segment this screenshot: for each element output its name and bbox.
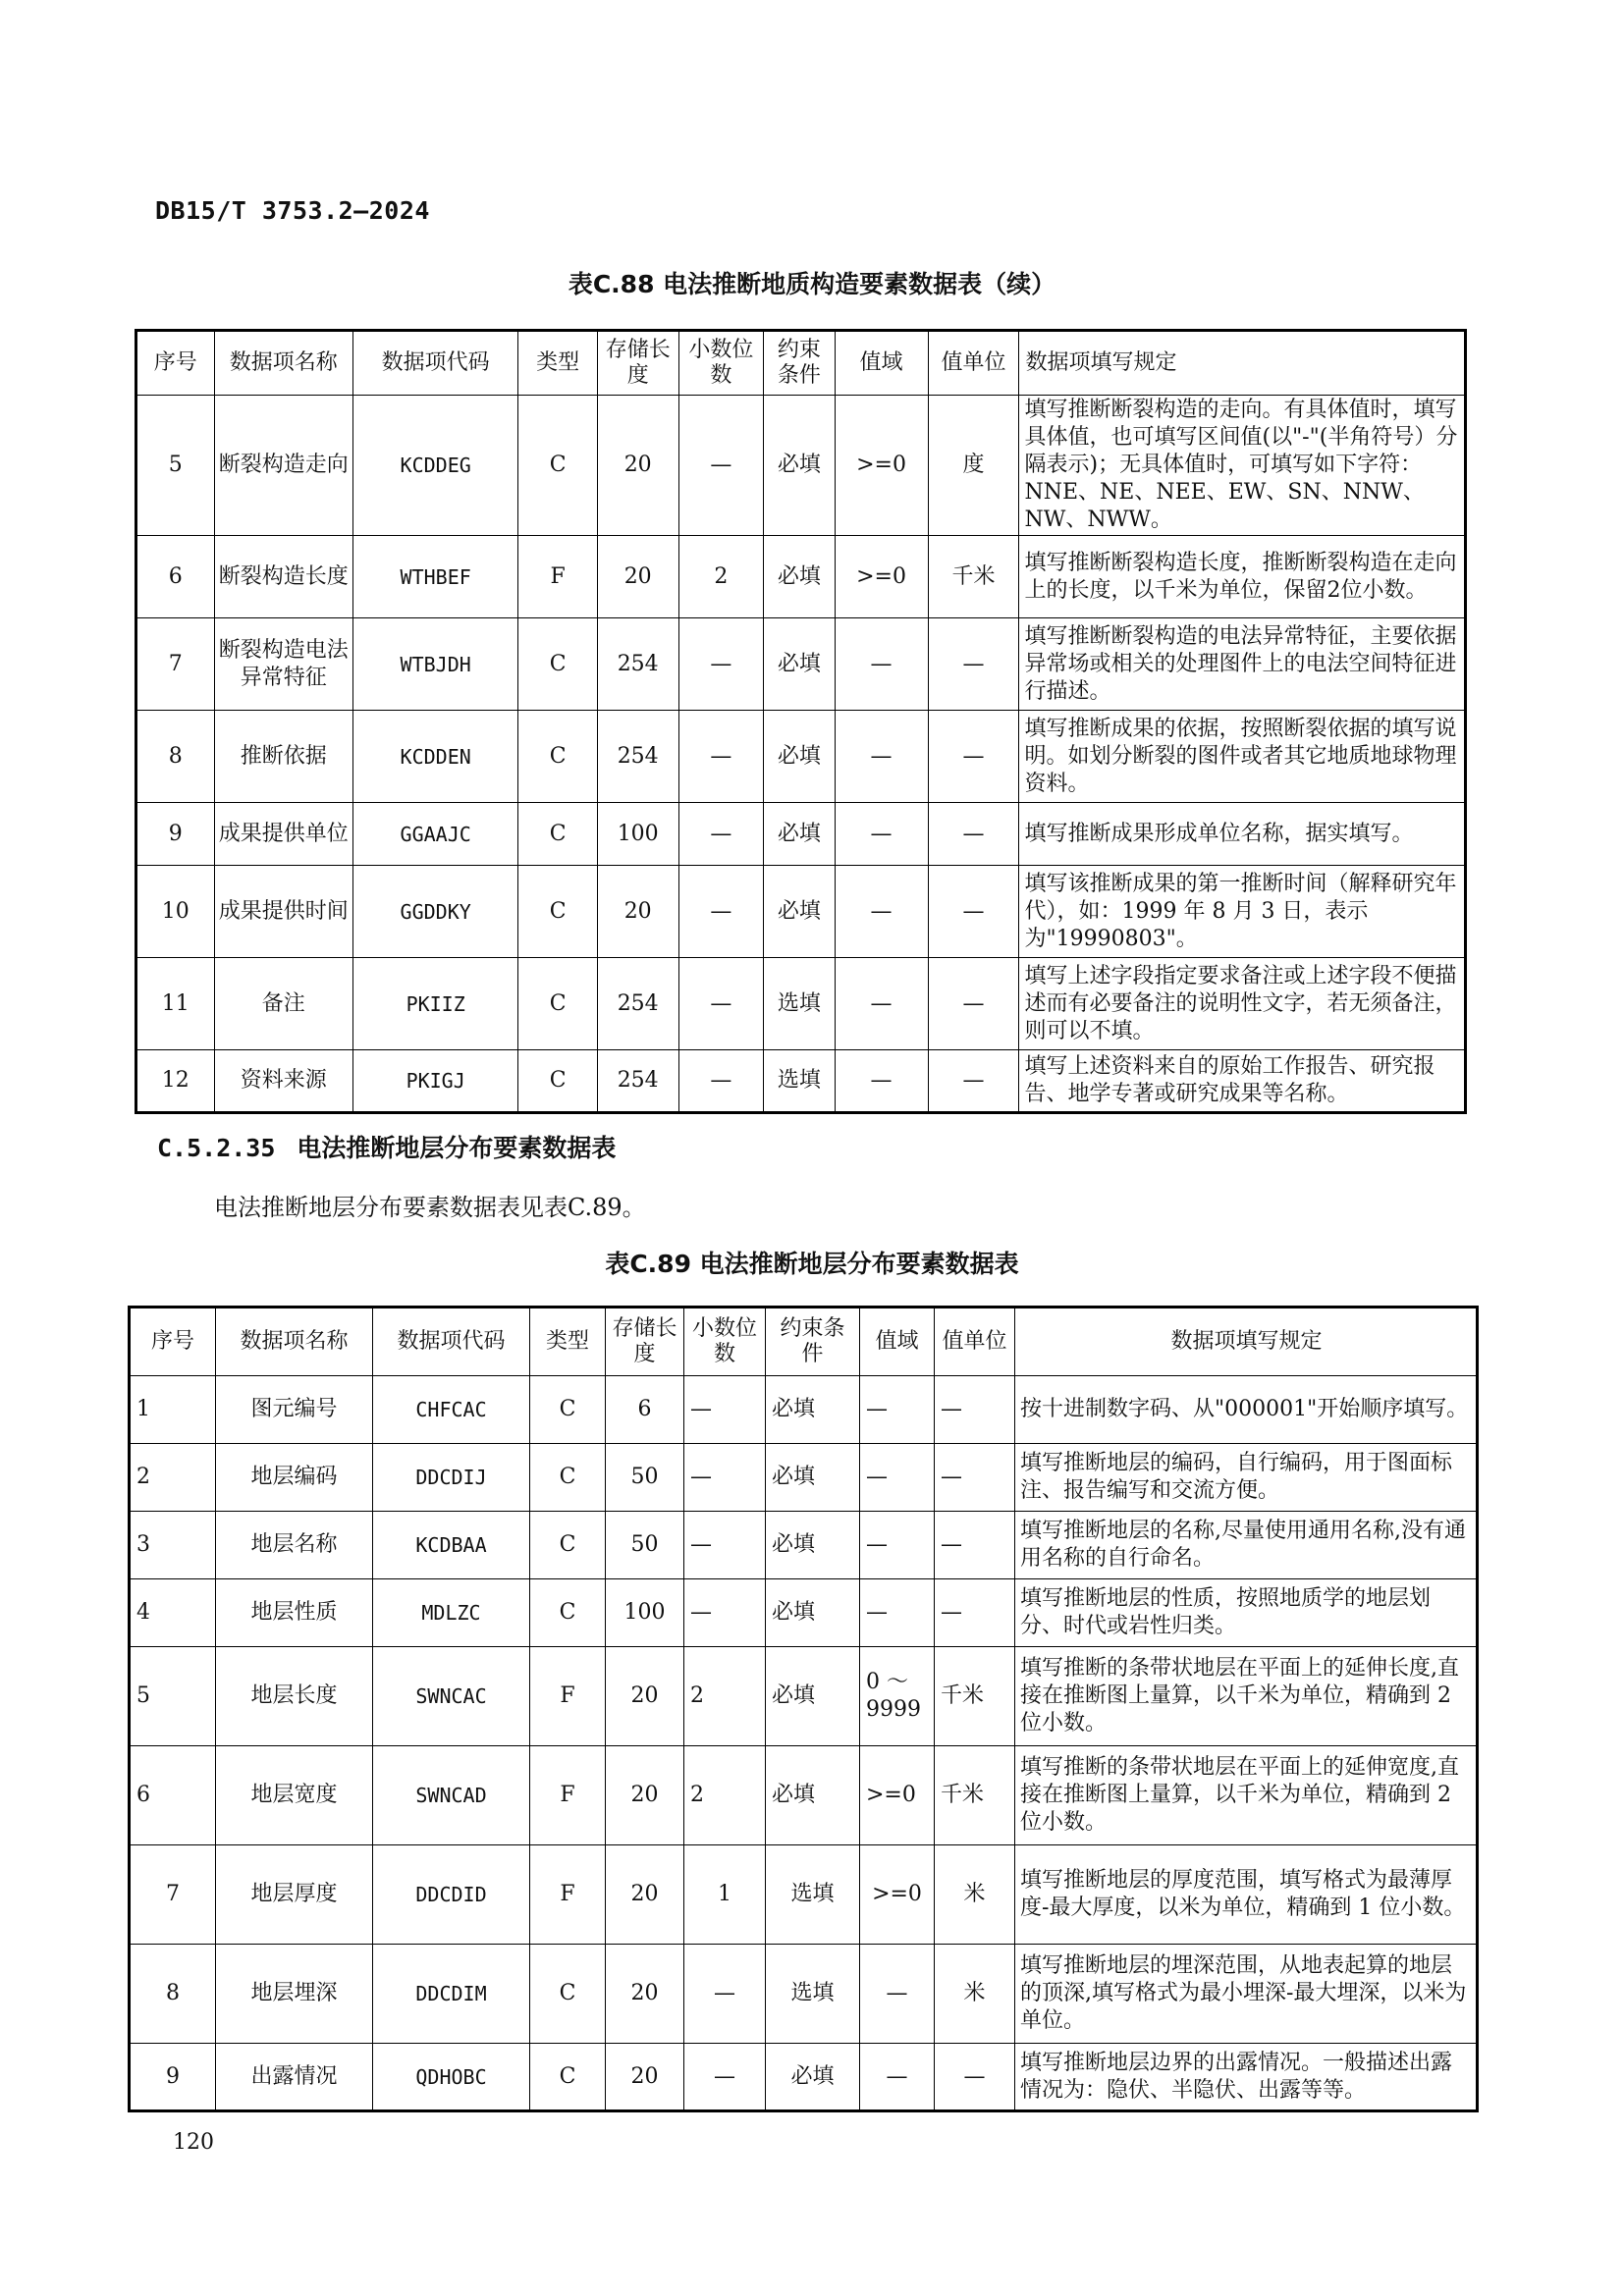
- cell-code: KCDDEG: [353, 396, 518, 536]
- cell-decimals: 2: [684, 1647, 766, 1746]
- col-header-code: 数据项代码: [353, 331, 518, 396]
- cell-length: 20: [606, 1845, 684, 1945]
- cell-name: 断裂构造长度: [214, 536, 352, 618]
- cell-unit: —: [928, 803, 1019, 866]
- cell-decimals: —: [684, 1512, 766, 1579]
- cell-type: C: [518, 1050, 598, 1113]
- cell-name: 推断依据: [214, 711, 352, 803]
- cell-name: 地层埋深: [216, 1945, 373, 2044]
- cell-constraint: 选填: [766, 1945, 860, 2044]
- cell-seq: 10: [136, 866, 215, 958]
- col-header-name: 数据项名称: [214, 331, 352, 396]
- cell-code: PKIGJ: [353, 1050, 518, 1113]
- cell-name: 地层宽度: [216, 1746, 373, 1845]
- cell-seq: 1: [130, 1376, 216, 1444]
- cell-range: —: [835, 958, 928, 1050]
- cell-length: 50: [606, 1512, 684, 1579]
- cell-decimals: 2: [684, 1746, 766, 1845]
- cell-range: —: [860, 1512, 935, 1579]
- cell-seq: 11: [136, 958, 215, 1050]
- cell-name: 地层编码: [216, 1444, 373, 1512]
- cell-length: 254: [597, 1050, 678, 1113]
- cell-range: >=0: [860, 1746, 935, 1845]
- cell-type: C: [518, 618, 598, 711]
- cell-decimals: —: [684, 1376, 766, 1444]
- cell-constraint: 选填: [766, 1845, 860, 1945]
- section-intro-paragraph: 电法推断地层分布要素数据表见表C.89。: [214, 1194, 646, 1221]
- cell-type: C: [518, 396, 598, 536]
- cell-rule: 填写推断的条带状地层在平面上的延伸长度,直接在推断图上量算，以千米为单位，精确到 2 位小数。: [1015, 1647, 1478, 1746]
- cell-constraint: 必填: [766, 1647, 860, 1746]
- col-header-name: 数据项名称: [216, 1308, 373, 1376]
- col-header-length: 存储长度: [606, 1308, 684, 1376]
- cell-type: F: [530, 1647, 606, 1746]
- cell-length: 20: [606, 1746, 684, 1845]
- cell-unit: 米: [935, 1945, 1015, 2044]
- cell-code: DDCDIM: [373, 1945, 530, 2044]
- cell-seq: 6: [130, 1746, 216, 1845]
- page-number: 120: [173, 2130, 214, 2155]
- cell-decimals: —: [678, 618, 764, 711]
- cell-range: —: [835, 711, 928, 803]
- cell-code: MDLZC: [373, 1579, 530, 1647]
- cell-decimals: —: [684, 1945, 766, 2044]
- cell-code: KCDDEN: [353, 711, 518, 803]
- cell-code: WTHBEF: [353, 536, 518, 618]
- cell-rule: 填写推断地层的厚度范围，填写格式为最薄厚度-最大厚度，以米为单位，精确到 1 位小数。: [1015, 1845, 1478, 1945]
- cell-range: —: [835, 866, 928, 958]
- cell-rule: 填写推断地层的名称,尽量使用通用名称,没有通用名称的自行命名。: [1015, 1512, 1478, 1579]
- cell-unit: 度: [928, 396, 1019, 536]
- cell-code: GGDDKY: [353, 866, 518, 958]
- cell-rule: 填写推断断裂构造的电法异常特征，主要依据异常场或相关的处理图件上的电法空间特征进行描述。: [1019, 618, 1466, 711]
- cell-name: 资料来源: [214, 1050, 352, 1113]
- cell-length: 6: [606, 1376, 684, 1444]
- cell-decimals: —: [678, 711, 764, 803]
- cell-unit: 米: [935, 1845, 1015, 1945]
- cell-constraint: 必填: [764, 711, 835, 803]
- cell-name: 地层名称: [216, 1512, 373, 1579]
- col-header-decimals: 小数位数: [684, 1308, 766, 1376]
- cell-decimals: 1: [684, 1845, 766, 1945]
- table-row: [136, 618, 1466, 711]
- cell-range: 0 ～9999: [860, 1647, 935, 1746]
- cell-length: 254: [597, 618, 678, 711]
- cell-seq: 5: [136, 396, 215, 536]
- cell-seq: 5: [130, 1647, 216, 1746]
- cell-seq: 4: [130, 1579, 216, 1647]
- col-header-range: 值域: [835, 331, 928, 396]
- cell-type: C: [530, 1512, 606, 1579]
- cell-length: 100: [597, 803, 678, 866]
- document-code: DB15/T 3753.2—2024: [155, 196, 430, 225]
- cell-unit: —: [935, 2044, 1015, 2111]
- table-row: [130, 1579, 1478, 1647]
- cell-decimals: —: [684, 1579, 766, 1647]
- table-row: [130, 1746, 1478, 1845]
- cell-code: CHFCAC: [373, 1376, 530, 1444]
- cell-seq: 7: [130, 1845, 216, 1945]
- cell-decimals: —: [678, 958, 764, 1050]
- cell-code: KCDBAA: [373, 1512, 530, 1579]
- cell-seq: 9: [136, 803, 215, 866]
- cell-decimals: —: [684, 1444, 766, 1512]
- table-row: [130, 1845, 1478, 1945]
- cell-unit: —: [928, 711, 1019, 803]
- cell-range: —: [860, 1444, 935, 1512]
- cell-constraint: 必填: [764, 396, 835, 536]
- cell-rule: 填写推断成果的依据，按照断裂依据的填写说明。如划分断裂的图件或者其它地质地球物理资料。: [1019, 711, 1466, 803]
- cell-range: >=0: [860, 1845, 935, 1945]
- cell-seq: 8: [136, 711, 215, 803]
- cell-type: C: [530, 1579, 606, 1647]
- cell-range: >=0: [835, 536, 928, 618]
- table-row: [130, 1376, 1478, 1444]
- cell-unit: —: [928, 1050, 1019, 1113]
- table1-caption: 表C.88 电法推断地质构造要素数据表（续）: [568, 270, 1056, 298]
- cell-constraint: 必填: [766, 1746, 860, 1845]
- col-header-constraint: 约束条件: [764, 331, 835, 396]
- cell-code: PKIIZ: [353, 958, 518, 1050]
- cell-range: —: [860, 1376, 935, 1444]
- cell-name: 出露情况: [216, 2044, 373, 2111]
- cell-seq: 7: [136, 618, 215, 711]
- cell-rule: 填写该推断成果的第一推断时间（解释研究年代），如：1999 年 8 月 3 日，表示为"19990803"。: [1019, 866, 1466, 958]
- cell-code: DDCDID: [373, 1845, 530, 1945]
- cell-name: 地层长度: [216, 1647, 373, 1746]
- cell-type: F: [518, 536, 598, 618]
- cell-decimals: —: [678, 1050, 764, 1113]
- cell-rule: 填写推断地层边界的出露情况。一般描述出露情况为：隐伏、半隐伏、出露等等。: [1015, 2044, 1478, 2111]
- table-row: [136, 711, 1466, 803]
- table-row: [136, 536, 1466, 618]
- cell-name: 成果提供时间: [214, 866, 352, 958]
- cell-range: —: [860, 1579, 935, 1647]
- cell-code: SWNCAC: [373, 1647, 530, 1746]
- cell-type: C: [518, 958, 598, 1050]
- cell-type: F: [530, 1746, 606, 1845]
- cell-length: 254: [597, 711, 678, 803]
- cell-rule: 填写推断地层的性质，按照地质学的地层划分、时代或岩性归类。: [1015, 1579, 1478, 1647]
- table-row: [130, 1512, 1478, 1579]
- cell-unit: —: [928, 866, 1019, 958]
- cell-range: >=0: [835, 396, 928, 536]
- cell-decimals: —: [684, 2044, 766, 2111]
- table-row: [136, 866, 1466, 958]
- cell-unit: 千米: [935, 1746, 1015, 1845]
- table-row: [130, 1945, 1478, 2044]
- cell-length: 50: [606, 1444, 684, 1512]
- cell-unit: —: [935, 1376, 1015, 1444]
- cell-unit: —: [935, 1444, 1015, 1512]
- col-header-unit: 值单位: [928, 331, 1019, 396]
- cell-constraint: 必填: [764, 866, 835, 958]
- cell-name: 断裂构造电法异常特征: [214, 618, 352, 711]
- table2-header-row: [130, 1308, 1478, 1376]
- cell-constraint: 必填: [766, 1444, 860, 1512]
- section-heading: [157, 1129, 616, 1164]
- cell-decimals: 2: [678, 536, 764, 618]
- cell-length: 20: [597, 536, 678, 618]
- cell-length: 20: [597, 866, 678, 958]
- cell-rule: 按十进制数字码、从"000001"开始顺序填写。: [1015, 1376, 1478, 1444]
- col-header-rule: 数据项填写规定: [1015, 1308, 1478, 1376]
- col-header-type: 类型: [530, 1308, 606, 1376]
- cell-code: GGAAJC: [353, 803, 518, 866]
- cell-type: C: [530, 2044, 606, 2111]
- cell-unit: —: [935, 1579, 1015, 1647]
- cell-length: 100: [606, 1579, 684, 1647]
- cell-rule: 填写推断断裂构造长度，推断断裂构造在走向上的长度，以千米为单位，保留2位小数。: [1019, 536, 1466, 618]
- cell-range: —: [860, 1945, 935, 2044]
- cell-constraint: 必填: [766, 1512, 860, 1579]
- cell-type: C: [530, 1444, 606, 1512]
- cell-rule: 填写推断地层的埋深范围，从地表起算的地层的顶深,填写格式为最小埋深-最大埋深，以米为单位。: [1015, 1945, 1478, 2044]
- col-header-type: 类型: [518, 331, 598, 396]
- cell-length: 20: [606, 1647, 684, 1746]
- col-header-seq: 序号: [130, 1308, 216, 1376]
- cell-constraint: 选填: [764, 1050, 835, 1113]
- section-number: C.5.2.35: [157, 1134, 276, 1162]
- cell-length: 20: [606, 2044, 684, 2111]
- cell-name: 地层性质: [216, 1579, 373, 1647]
- cell-seq: 12: [136, 1050, 215, 1113]
- cell-unit: —: [928, 618, 1019, 711]
- cell-constraint: 必填: [764, 536, 835, 618]
- cell-constraint: 必填: [766, 1579, 860, 1647]
- cell-constraint: 必填: [766, 1376, 860, 1444]
- cell-rule: 填写推断的条带状地层在平面上的延伸宽度,直接在推断图上量算，以千米为单位，精确到 2 位小数。: [1015, 1746, 1478, 1845]
- table-row: [136, 1050, 1466, 1113]
- cell-rule: 填写上述字段指定要求备注或上述字段不便描述而有必要备注的说明性文字，若无须备注，则可以不填。: [1019, 958, 1466, 1050]
- cell-seq: 2: [130, 1444, 216, 1512]
- cell-type: C: [518, 803, 598, 866]
- cell-rule: 填写推断地层的编码，自行编码，用于图面标注、报告编写和交流方便。: [1015, 1444, 1478, 1512]
- table-row: [136, 803, 1466, 866]
- cell-decimals: —: [678, 803, 764, 866]
- cell-type: C: [530, 1376, 606, 1444]
- cell-unit: —: [928, 958, 1019, 1050]
- cell-constraint: 必填: [764, 618, 835, 711]
- cell-type: F: [530, 1845, 606, 1945]
- cell-unit: 千米: [935, 1647, 1015, 1746]
- table-row: [136, 958, 1466, 1050]
- table-row: [136, 396, 1466, 536]
- col-header-decimals: 小数位数: [678, 331, 764, 396]
- cell-decimals: —: [678, 396, 764, 536]
- table1: [135, 329, 1467, 1114]
- cell-name: 断裂构造走向: [214, 396, 352, 536]
- cell-unit: —: [935, 1512, 1015, 1579]
- col-header-range: 值域: [860, 1308, 935, 1376]
- cell-name: 地层厚度: [216, 1845, 373, 1945]
- cell-seq: 6: [136, 536, 215, 618]
- cell-rule: 填写上述资料来自的原始工作报告、研究报告、地学专著或研究成果等名称。: [1019, 1050, 1466, 1113]
- cell-type: C: [518, 866, 598, 958]
- cell-constraint: 必填: [764, 803, 835, 866]
- cell-seq: 3: [130, 1512, 216, 1579]
- cell-code: DDCDIJ: [373, 1444, 530, 1512]
- cell-type: C: [518, 711, 598, 803]
- col-header-code: 数据项代码: [373, 1308, 530, 1376]
- cell-seq: 8: [130, 1945, 216, 2044]
- col-header-length: 存储长度: [597, 331, 678, 396]
- col-header-unit: 值单位: [935, 1308, 1015, 1376]
- cell-range: —: [835, 803, 928, 866]
- cell-decimals: —: [678, 866, 764, 958]
- cell-name: 图元编号: [216, 1376, 373, 1444]
- cell-code: QDHOBC: [373, 2044, 530, 2111]
- cell-seq: 9: [130, 2044, 216, 2111]
- cell-code: WTBJDH: [353, 618, 518, 711]
- cell-constraint: 必填: [766, 2044, 860, 2111]
- cell-code: SWNCAD: [373, 1746, 530, 1845]
- cell-length: 20: [597, 396, 678, 536]
- cell-constraint: 选填: [764, 958, 835, 1050]
- table-row: [130, 2044, 1478, 2111]
- cell-range: —: [835, 618, 928, 711]
- cell-rule: 填写推断断裂构造的走向。有具体值时，填写具体值，也可填写区间值(以"-"(半角符号）分隔表示)；无具体值时，可填写如下字符：NNE、NE、NEE、EW、SN、NNW、NW、NWW。: [1019, 396, 1466, 536]
- cell-name: 备注: [214, 958, 352, 1050]
- cell-rule: 填写推断成果形成单位名称，据实填写。: [1019, 803, 1466, 866]
- table2: [128, 1306, 1479, 2112]
- section-title: 电法推断地层分布要素数据表: [297, 1134, 617, 1162]
- cell-range: —: [860, 2044, 935, 2111]
- table2-caption: 表C.89 电法推断地层分布要素数据表: [605, 1250, 1019, 1278]
- col-header-rule: 数据项填写规定: [1019, 331, 1466, 396]
- col-header-constraint: 约束条件: [766, 1308, 860, 1376]
- table-row: [130, 1647, 1478, 1746]
- cell-length: 20: [606, 1945, 684, 2044]
- col-header-seq: 序号: [136, 331, 215, 396]
- cell-name: 成果提供单位: [214, 803, 352, 866]
- cell-unit: 千米: [928, 536, 1019, 618]
- cell-type: C: [530, 1945, 606, 2044]
- cell-range: —: [835, 1050, 928, 1113]
- table1-header-row: [136, 331, 1466, 396]
- table-row: [130, 1444, 1478, 1512]
- cell-length: 254: [597, 958, 678, 1050]
